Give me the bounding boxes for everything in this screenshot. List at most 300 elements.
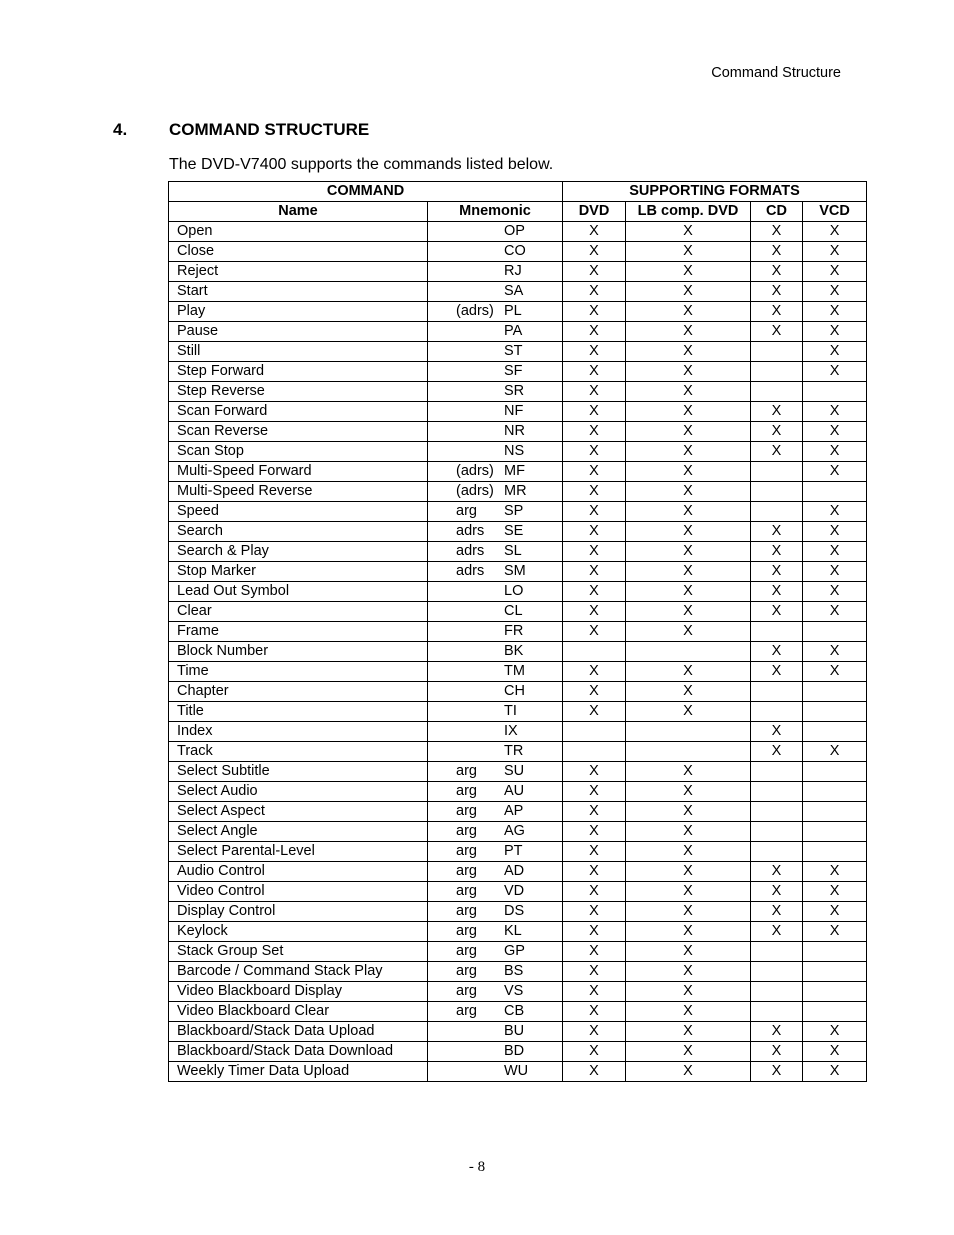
- dvd-support-cell: X: [563, 602, 626, 622]
- command-name-cell: Blackboard/Stack Data Upload: [169, 1022, 428, 1042]
- command-name-cell: Clear: [169, 602, 428, 622]
- mnemonic-argument: (adrs): [456, 483, 494, 499]
- lb-support-cell: X: [626, 622, 751, 642]
- dvd-support-cell: X: [563, 622, 626, 642]
- mnemonic-code: AG: [504, 823, 525, 839]
- table-row: [169, 682, 867, 702]
- lb-support-cell: X: [626, 242, 751, 262]
- formats-group-header: SUPPORTING FORMATS: [563, 182, 867, 202]
- mnemonic-code: SL: [504, 543, 522, 559]
- table-row: [169, 442, 867, 462]
- command-name-cell: Scan Forward: [169, 402, 428, 422]
- mnemonic-cell: [428, 422, 563, 442]
- dvd-support-cell: X: [563, 402, 626, 422]
- mnemonic-argument: arg: [456, 783, 477, 799]
- name-column-header: Name: [169, 202, 428, 222]
- command-name-cell: Multi-Speed Reverse: [169, 482, 428, 502]
- mnemonic-argument: (adrs): [456, 463, 494, 479]
- mnemonic-code: AP: [504, 803, 524, 819]
- cd-support-cell: [751, 462, 803, 482]
- lb-support-cell: X: [626, 702, 751, 722]
- mnemonic-code: SM: [504, 563, 526, 579]
- mnemonic-code: VS: [504, 983, 524, 999]
- dvd-support-cell: X: [563, 382, 626, 402]
- cd-support-cell: [751, 622, 803, 642]
- table-row: [169, 402, 867, 422]
- vcd-support-cell: [803, 942, 867, 962]
- mnemonic-argument: arg: [456, 883, 477, 899]
- lb-support-cell: X: [626, 382, 751, 402]
- command-name-cell: Select Angle: [169, 822, 428, 842]
- mnemonic-argument: arg: [456, 803, 477, 819]
- dvd-support-cell: X: [563, 422, 626, 442]
- lb-column-header: LB comp. DVD: [626, 202, 751, 222]
- lb-support-cell: X: [626, 902, 751, 922]
- mnemonic-cell: [428, 442, 563, 462]
- cd-support-cell: X: [751, 222, 803, 242]
- cd-support-cell: X: [751, 402, 803, 422]
- mnemonic-code: ST: [504, 343, 523, 359]
- vcd-support-cell: [803, 782, 867, 802]
- vcd-support-cell: X: [803, 902, 867, 922]
- command-name-cell: Audio Control: [169, 862, 428, 882]
- lb-support-cell: [626, 722, 751, 742]
- table-row: [169, 1042, 867, 1062]
- command-table: [168, 181, 867, 1082]
- mnemonic-cell: [428, 822, 563, 842]
- lb-support-cell: [626, 742, 751, 762]
- cd-support-cell: X: [751, 922, 803, 942]
- mnemonic-code: IX: [504, 723, 518, 739]
- mnemonic-cell: [428, 522, 563, 542]
- mnemonic-cell: [428, 1022, 563, 1042]
- mnemonic-cell: [428, 662, 563, 682]
- mnemonic-cell: [428, 742, 563, 762]
- table-row: [169, 282, 867, 302]
- command-name-cell: Lead Out Symbol: [169, 582, 428, 602]
- table-row: [169, 722, 867, 742]
- mnemonic-code: SP: [504, 503, 524, 519]
- dvd-support-cell: X: [563, 342, 626, 362]
- lb-support-cell: X: [626, 402, 751, 422]
- vcd-support-cell: [803, 482, 867, 502]
- lb-support-cell: X: [626, 542, 751, 562]
- mnemonic-cell: [428, 322, 563, 342]
- cd-support-cell: X: [751, 562, 803, 582]
- command-name-cell: Title: [169, 702, 428, 722]
- cd-column-header: CD: [751, 202, 803, 222]
- table-row: [169, 802, 867, 822]
- dvd-support-cell: X: [563, 1002, 626, 1022]
- vcd-support-cell: [803, 982, 867, 1002]
- mnemonic-code: CL: [504, 603, 523, 619]
- command-name-cell: Select Aspect: [169, 802, 428, 822]
- mnemonic-code: BU: [504, 1023, 525, 1039]
- command-name-cell: Speed: [169, 502, 428, 522]
- mnemonic-argument: arg: [456, 843, 477, 859]
- page-number: - 8: [468, 1159, 486, 1175]
- cd-support-cell: X: [751, 722, 803, 742]
- cd-support-cell: X: [751, 302, 803, 322]
- table-row: [169, 382, 867, 402]
- mnemonic-cell: [428, 922, 563, 942]
- dvd-support-cell: X: [563, 762, 626, 782]
- lb-support-cell: X: [626, 362, 751, 382]
- lb-support-cell: X: [626, 222, 751, 242]
- mnemonic-cell: [428, 342, 563, 362]
- mnemonic-cell: [428, 762, 563, 782]
- mnemonic-code: TR: [504, 743, 524, 759]
- vcd-support-cell: X: [803, 222, 867, 242]
- cd-support-cell: X: [751, 282, 803, 302]
- mnemonic-argument: (adrs): [456, 303, 494, 319]
- table-row: [169, 562, 867, 582]
- table-row: [169, 362, 867, 382]
- mnemonic-code: BK: [504, 643, 524, 659]
- dvd-support-cell: X: [563, 682, 626, 702]
- dvd-support-cell: X: [563, 1042, 626, 1062]
- dvd-support-cell: X: [563, 522, 626, 542]
- mnemonic-cell: [428, 362, 563, 382]
- command-name-cell: Select Parental-Level: [169, 842, 428, 862]
- lb-support-cell: X: [626, 662, 751, 682]
- lb-support-cell: X: [626, 302, 751, 322]
- mnemonic-argument: arg: [456, 903, 477, 919]
- vcd-support-cell: X: [803, 642, 867, 662]
- command-group-header: COMMAND: [169, 182, 563, 202]
- lb-support-cell: X: [626, 342, 751, 362]
- vcd-support-cell: [803, 762, 867, 782]
- cd-support-cell: [751, 682, 803, 702]
- command-name-cell: Play: [169, 302, 428, 322]
- table-row: [169, 422, 867, 442]
- mnemonic-code: CH: [504, 683, 525, 699]
- dvd-support-cell: X: [563, 782, 626, 802]
- command-name-cell: Frame: [169, 622, 428, 642]
- table-row: [169, 1002, 867, 1022]
- vcd-support-cell: X: [803, 602, 867, 622]
- mnemonic-code: SE: [504, 523, 524, 539]
- dvd-support-cell: X: [563, 262, 626, 282]
- vcd-support-cell: X: [803, 562, 867, 582]
- vcd-support-cell: X: [803, 542, 867, 562]
- table-row: [169, 302, 867, 322]
- mnemonic-argument: arg: [456, 503, 477, 519]
- cd-support-cell: X: [751, 1042, 803, 1062]
- dvd-support-cell: X: [563, 562, 626, 582]
- lb-support-cell: X: [626, 922, 751, 942]
- table-row: [169, 1062, 867, 1082]
- lb-support-cell: X: [626, 562, 751, 582]
- vcd-column-header: VCD: [803, 202, 867, 222]
- dvd-support-cell: X: [563, 802, 626, 822]
- mnemonic-code: BD: [504, 1043, 525, 1059]
- command-name-cell: Track: [169, 742, 428, 762]
- dvd-support-cell: X: [563, 822, 626, 842]
- mnemonic-cell: [428, 1002, 563, 1022]
- command-name-cell: Start: [169, 282, 428, 302]
- vcd-support-cell: X: [803, 422, 867, 442]
- table-row: [169, 482, 867, 502]
- cd-support-cell: X: [751, 1022, 803, 1042]
- command-name-cell: Index: [169, 722, 428, 742]
- dvd-support-cell: [563, 642, 626, 662]
- vcd-support-cell: [803, 962, 867, 982]
- dvd-support-cell: X: [563, 362, 626, 382]
- mnemonic-code: VD: [504, 883, 525, 899]
- vcd-support-cell: X: [803, 242, 867, 262]
- cd-support-cell: [751, 1002, 803, 1022]
- cd-support-cell: X: [751, 442, 803, 462]
- dvd-support-cell: X: [563, 922, 626, 942]
- mnemonic-cell: [428, 682, 563, 702]
- table-row: [169, 322, 867, 342]
- cd-support-cell: [751, 842, 803, 862]
- table-row: [169, 522, 867, 542]
- command-name-cell: Weekly Timer Data Upload: [169, 1062, 428, 1082]
- lb-support-cell: X: [626, 1002, 751, 1022]
- vcd-support-cell: [803, 1002, 867, 1022]
- vcd-support-cell: [803, 682, 867, 702]
- table-row: [169, 702, 867, 722]
- cd-support-cell: X: [751, 542, 803, 562]
- table-row: [169, 602, 867, 622]
- mnemonic-code: CO: [504, 243, 526, 259]
- dvd-support-cell: X: [563, 322, 626, 342]
- vcd-support-cell: [803, 722, 867, 742]
- section-heading: [113, 120, 369, 140]
- lb-support-cell: X: [626, 762, 751, 782]
- mnemonic-code: LO: [504, 583, 524, 599]
- mnemonic-cell: [428, 382, 563, 402]
- vcd-support-cell: X: [803, 402, 867, 422]
- cd-support-cell: X: [751, 742, 803, 762]
- command-name-cell: Still: [169, 342, 428, 362]
- cd-support-cell: X: [751, 582, 803, 602]
- section-title: COMMAND STRUCTURE: [169, 120, 370, 139]
- mnemonic-cell: [428, 982, 563, 1002]
- dvd-support-cell: X: [563, 462, 626, 482]
- mnemonic-argument: arg: [456, 763, 477, 779]
- dvd-column-header: DVD: [563, 202, 626, 222]
- vcd-support-cell: X: [803, 442, 867, 462]
- cd-support-cell: X: [751, 522, 803, 542]
- table-row: [169, 662, 867, 682]
- mnemonic-cell: [428, 1062, 563, 1082]
- vcd-support-cell: X: [803, 302, 867, 322]
- lb-support-cell: X: [626, 1022, 751, 1042]
- vcd-support-cell: [803, 702, 867, 722]
- vcd-support-cell: X: [803, 262, 867, 282]
- column-header-row: [169, 202, 867, 222]
- vcd-support-cell: X: [803, 1022, 867, 1042]
- mnemonic-code: TI: [504, 703, 517, 719]
- mnemonic-code: SA: [504, 283, 524, 299]
- dvd-support-cell: X: [563, 862, 626, 882]
- dvd-support-cell: X: [563, 242, 626, 262]
- table-row: [169, 242, 867, 262]
- vcd-support-cell: X: [803, 882, 867, 902]
- mnemonic-cell: [428, 642, 563, 662]
- mnemonic-argument: arg: [456, 943, 477, 959]
- table-row: [169, 222, 867, 242]
- mnemonic-cell: [428, 582, 563, 602]
- table-row: [169, 942, 867, 962]
- mnemonic-code: PT: [504, 843, 523, 859]
- command-name-cell: Search: [169, 522, 428, 542]
- mnemonic-cell: [428, 902, 563, 922]
- lb-support-cell: X: [626, 942, 751, 962]
- command-name-cell: Video Control: [169, 882, 428, 902]
- vcd-support-cell: X: [803, 322, 867, 342]
- group-header-row: [169, 182, 867, 202]
- command-name-cell: Blackboard/Stack Data Download: [169, 1042, 428, 1062]
- mnemonic-argument: adrs: [456, 563, 485, 579]
- dvd-support-cell: X: [563, 222, 626, 242]
- cd-support-cell: [751, 782, 803, 802]
- dvd-support-cell: X: [563, 662, 626, 682]
- cd-support-cell: X: [751, 902, 803, 922]
- cd-support-cell: [751, 702, 803, 722]
- lb-support-cell: X: [626, 582, 751, 602]
- table-row: [169, 742, 867, 762]
- command-name-cell: Block Number: [169, 642, 428, 662]
- mnemonic-argument: arg: [456, 983, 477, 999]
- lb-support-cell: [626, 642, 751, 662]
- mnemonic-code: OP: [504, 223, 525, 239]
- mnemonic-cell: [428, 842, 563, 862]
- cd-support-cell: [751, 762, 803, 782]
- vcd-support-cell: X: [803, 662, 867, 682]
- mnemonic-cell: [428, 962, 563, 982]
- dvd-support-cell: X: [563, 282, 626, 302]
- vcd-support-cell: X: [803, 362, 867, 382]
- mnemonic-cell: [428, 222, 563, 242]
- command-name-cell: Select Subtitle: [169, 762, 428, 782]
- mnemonic-code: SF: [504, 363, 523, 379]
- lb-support-cell: X: [626, 862, 751, 882]
- dvd-support-cell: X: [563, 502, 626, 522]
- vcd-support-cell: X: [803, 922, 867, 942]
- mnemonic-argument: arg: [456, 823, 477, 839]
- mnemonic-argument: arg: [456, 923, 477, 939]
- table-row: [169, 862, 867, 882]
- command-rows: [169, 222, 867, 1082]
- dvd-support-cell: X: [563, 442, 626, 462]
- mnemonic-cell: [428, 782, 563, 802]
- mnemonic-cell: [428, 262, 563, 282]
- table-row: [169, 782, 867, 802]
- vcd-support-cell: X: [803, 862, 867, 882]
- mnemonic-code: KL: [504, 923, 522, 939]
- table-row: [169, 842, 867, 862]
- lb-support-cell: X: [626, 442, 751, 462]
- vcd-support-cell: X: [803, 462, 867, 482]
- cd-support-cell: [751, 942, 803, 962]
- cd-support-cell: X: [751, 242, 803, 262]
- cd-support-cell: X: [751, 422, 803, 442]
- table-row: [169, 582, 867, 602]
- lb-support-cell: X: [626, 322, 751, 342]
- cd-support-cell: [751, 342, 803, 362]
- lb-support-cell: X: [626, 462, 751, 482]
- dvd-support-cell: X: [563, 882, 626, 902]
- table-row: [169, 462, 867, 482]
- command-name-cell: Step Forward: [169, 362, 428, 382]
- vcd-support-cell: X: [803, 1062, 867, 1082]
- mnemonic-argument: adrs: [456, 543, 485, 559]
- dvd-support-cell: X: [563, 482, 626, 502]
- mnemonic-code: CB: [504, 1003, 525, 1019]
- lb-support-cell: X: [626, 822, 751, 842]
- lb-support-cell: X: [626, 1042, 751, 1062]
- command-name-cell: Stop Marker: [169, 562, 428, 582]
- dvd-support-cell: X: [563, 982, 626, 1002]
- cd-support-cell: X: [751, 1062, 803, 1082]
- mnemonic-cell: [428, 942, 563, 962]
- vcd-support-cell: [803, 822, 867, 842]
- mnemonic-cell: [428, 602, 563, 622]
- command-name-cell: Select Audio: [169, 782, 428, 802]
- vcd-support-cell: [803, 382, 867, 402]
- mnemonic-code: SR: [504, 383, 525, 399]
- mnemonic-argument: adrs: [456, 523, 485, 539]
- intro-paragraph: The DVD-V7400 supports the commands listed below.: [169, 156, 554, 173]
- lb-support-cell: X: [626, 602, 751, 622]
- lb-support-cell: X: [626, 882, 751, 902]
- cd-support-cell: X: [751, 262, 803, 282]
- mnemonic-cell: [428, 242, 563, 262]
- mnemonic-argument: arg: [456, 863, 477, 879]
- dvd-support-cell: X: [563, 942, 626, 962]
- mnemonic-code: AD: [504, 863, 525, 879]
- cd-support-cell: [751, 802, 803, 822]
- mnemonic-column-header: Mnemonic: [428, 202, 563, 222]
- mnemonic-argument: arg: [456, 1003, 477, 1019]
- mnemonic-code: SU: [504, 763, 525, 779]
- lb-support-cell: X: [626, 982, 751, 1002]
- command-name-cell: Close: [169, 242, 428, 262]
- table-row: [169, 762, 867, 782]
- cd-support-cell: [751, 502, 803, 522]
- mnemonic-code: NR: [504, 423, 525, 439]
- running-header: Command Structure: [711, 65, 841, 81]
- dvd-support-cell: X: [563, 302, 626, 322]
- vcd-support-cell: X: [803, 522, 867, 542]
- mnemonic-cell: [428, 462, 563, 482]
- mnemonic-cell: [428, 1042, 563, 1062]
- vcd-support-cell: X: [803, 502, 867, 522]
- command-name-cell: Reject: [169, 262, 428, 282]
- command-name-cell: Chapter: [169, 682, 428, 702]
- mnemonic-cell: [428, 722, 563, 742]
- cd-support-cell: [751, 382, 803, 402]
- table-row: [169, 962, 867, 982]
- lb-support-cell: X: [626, 842, 751, 862]
- mnemonic-cell: [428, 622, 563, 642]
- command-name-cell: Open: [169, 222, 428, 242]
- table-row: [169, 982, 867, 1002]
- table-row: [169, 342, 867, 362]
- dvd-support-cell: X: [563, 542, 626, 562]
- table-row: [169, 262, 867, 282]
- mnemonic-cell: [428, 702, 563, 722]
- lb-support-cell: X: [626, 262, 751, 282]
- mnemonic-cell: [428, 562, 563, 582]
- dvd-support-cell: X: [563, 702, 626, 722]
- table-row: [169, 502, 867, 522]
- mnemonic-cell: [428, 282, 563, 302]
